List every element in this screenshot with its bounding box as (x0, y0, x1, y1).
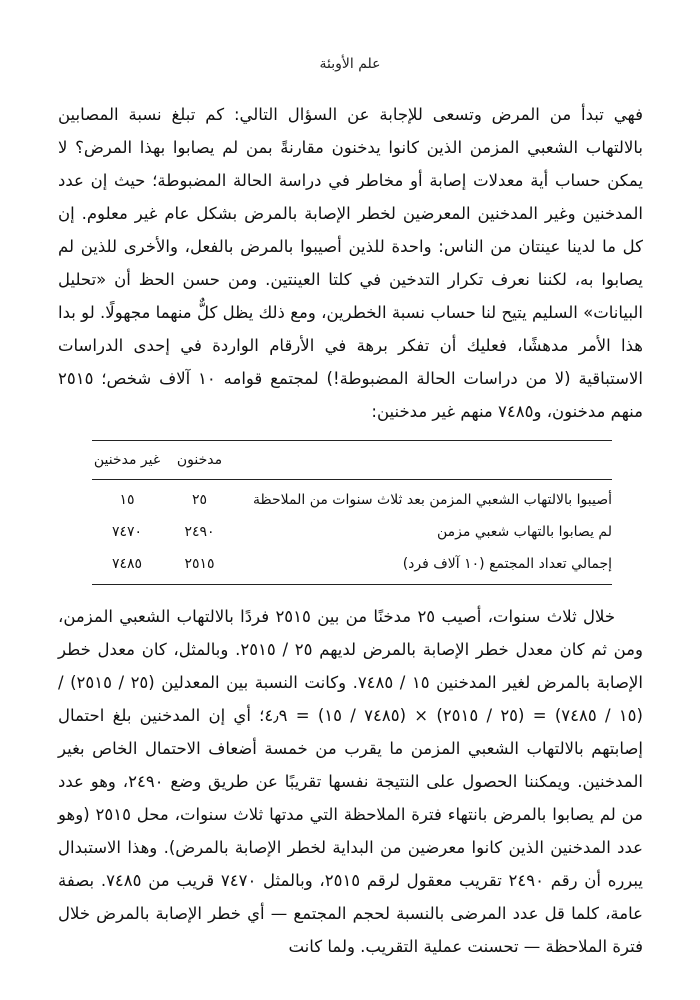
cell-non-smokers: ٧٤٨٥ (111, 556, 143, 572)
header-non-smokers: غير مدخنين (93, 452, 161, 468)
table-body (92, 480, 612, 584)
cell-smokers: ٢٥١٥ (184, 556, 215, 572)
data-table (92, 440, 612, 585)
row-label: لم يصابوا بالتهاب شعبي مزمن (436, 524, 612, 540)
paragraph-intro: فهي تبدأ من المرض وتسعى للإجابة عن السؤال التالي: كم تبلغ نسبة المصابين بالالتهاب الشعبي المزمن الذين كانوا يدخنون مقارنةً بمن لم يصابوا بهذا المرض؟ لا يمكن حساب أية معدلات إصابة أو مخاطر في دراسة الحالة المضبوطة؛ حيث إن عدد المدخنين وغير المدخنين المعرضين لخطر الإصابة بالمرض بشكل عام غير معلوم. إن كل ما لدينا عينتان من الناس: واحدة للذين أصيبوا بالمرض بالفعل، والأخرى للذين لم يصابوا به، لكننا نعرف تكرار التدخين في كلتا العينتين. ومن حسن الحظ أن «تحليل البيانات» السليم يتيح لنا حساب نسبة الخطرين، ومع ذلك يظل كلٌّ منهما مجهولًا. لو بدا هذا الأمر مدهشًا، فعليك أن تفكر برهة في الأرقام الواردة في إحدى الدراسات الاستباقية (لا من دراسات الحالة المضبوطة!) لمجتمع قوامه ١٠ آلاف شخص؛ ٢٥١٥ منهم مدخنون، و٧٤٨٥ منهم غير مدخنين: (58, 105, 643, 421)
cell-non-smokers: ١٥ (119, 492, 135, 508)
paragraph-explanation: خلال ثلاث سنوات، أصيب ٢٥ مدخنًا من بين ٢٥١٥ فردًا بالالتهاب الشعبي المزمن، ومن ثم كان معدل خطر الإصابة بالمرض لديهم ٢٥ / ٢٥١٥. وبالمثل، كان معدل خطر الإصابة بالمرض لغير المدخنين ١٥ / ٧٤٨٥. وكانت النسبة بين المعدلين (٢٥ / ٢٥١٥) / (١٥ / ٧٤٨٥) = (٢٥ / ٢٥١٥) × (٧٤٨٥ / ١٥) = ٤٫٩؛ أي إن المدخنين بلغ احتمال إصابتهم بالالتهاب الشعبي المزمن ما يقرب من خمسة أضعاف الاحتمال الخاص بغير المدخنين. ويمكننا الحصول على النتيجة نفسها تقريبًا عن طريق وضع ٢٤٩٠، وهو عدد من لم يصابوا بالمرض بانتهاء فترة الملاحظة التي مدتها ثلاث سنوات، محل ٢٥١٥ (وهو عدد المدخنين الذين كانوا معرضين من البداية لخطر الإصابة بالمرض). وهذا الاستبدال يبرره أن رقم ٢٤٩٠ تقريب معقول لرقم ٢٥١٥، وبالمثل ٧٤٧٠ قريب من ٧٤٨٥. بصفة عامة، كلما قل عدد المرضى بالنسبة لحجم المجتمع — أي خطر الإصابة بالمرض خلال فترة الملاحظة — تحسنت عملية التقريب. ولما كانت (58, 607, 643, 956)
cell-smokers: ٢٥ (191, 492, 208, 508)
table-header-row (92, 441, 612, 480)
header-smokers: مدخنون (176, 452, 223, 468)
row-label: أصيبوا بالالتهاب الشعبي المزمن بعد ثلاث سنوات من الملاحظة (253, 492, 612, 508)
table-row (92, 484, 612, 516)
cell-smokers: ٢٤٩٠ (184, 524, 215, 540)
table-row (92, 516, 612, 548)
table-row (92, 548, 612, 580)
running-header: علم الأوبئة (319, 56, 381, 72)
cell-non-smokers: ٧٤٧٠ (111, 524, 143, 540)
row-label: إجمالي تعداد المجتمع (١٠ آلاف فرد) (402, 556, 612, 572)
